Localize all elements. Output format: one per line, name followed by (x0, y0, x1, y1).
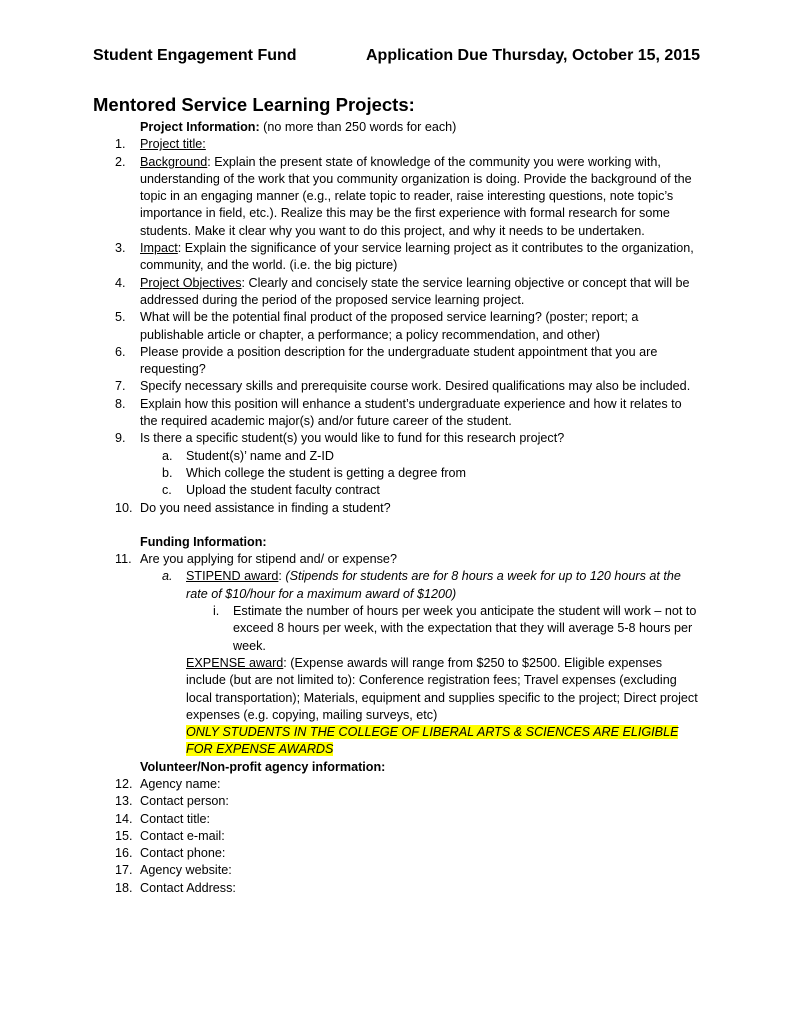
list-item: 18. Contact Address: (115, 880, 236, 895)
due-date: Application Due Thursday, October 15, 2015 (366, 47, 701, 64)
list-item: 8. Explain how this position will enhance a student’s undergraduate experience and how it relates to the required academic major(s) and/or future career of the student. (115, 396, 682, 429)
item-label: Project Objectives (140, 275, 242, 290)
list-item: 13. Contact person: (115, 794, 229, 809)
list-item: 11. Are you applying for stipend and/ or expense? (115, 552, 397, 567)
fund-name: Student Engagement Fund (93, 47, 297, 64)
list-item: 12. Agency name: (115, 776, 221, 791)
item-label: Impact (140, 241, 178, 256)
expense-label: EXPENSE award (186, 655, 284, 670)
funding-heading: Funding Information: (140, 534, 267, 549)
page-title: Mentored Service Learning Projects: (93, 94, 415, 115)
project-info-note: (no more than 250 words for each) (259, 120, 457, 134)
list-item: 3. Impact: Explain the significance of your service learning project as it contributes to the organization, community, and the world. (i.e. the big picture) (115, 241, 694, 273)
list-item: 15. Contact e-mail: (115, 828, 225, 843)
expense-item: EXPENSE award: (Expense awards will range from $250 to $2500. Eligible expenses include (but are not limited to): Conference registration fees; Travel expenses (excluding local transportation); Materials, equipment and supplies specific to the project; Direct project expenses (e.g. copying, mailing surveys, etc) (186, 655, 698, 722)
document-body (0, 119, 791, 897)
list-item: 17. Agency website: (115, 863, 232, 878)
list-item: 7. Specify necessary skills and prerequisite course work. Desired qualifications may also be included. (115, 379, 691, 394)
item-label: Background (140, 154, 208, 169)
list-item: 2. Background: Explain the present state of knowledge of the community you were working with, understanding of the work that you community organization is doing. Provide the background of the topic in an engaging manner (e.g., relate topic to reader, raise interesting questions, note topic’s importance in field, etc.). Realize this may be the first experience with formal research for some students. Make it clear why you want to do this project, and why it needs to be undertaken. (115, 154, 692, 238)
sub-list-item: a. Student(s)’ name and Z-ID (162, 448, 334, 463)
list-item: 14. Contact title: (115, 811, 210, 826)
list-item: 4. Project Objectives: Clearly and concisely state the service learning objective or concept that will be addressed during the period of the proposed service learning project. (115, 275, 690, 307)
item-label: Project title: (140, 137, 206, 152)
list-item: 1. Project title: (115, 137, 206, 152)
eligibility-notice: ONLY STUDENTS IN THE COLLEGE OF LIBERAL ARTS & SCIENCES ARE ELIGIBLE FOR EXPENSE AWARDS (186, 725, 679, 757)
stipend-sub-item: i. Estimate the number of hours per week you anticipate the student will work – not to exceed 8 hours per week, with the expectation that they will average 5-8 hours per week. (213, 604, 697, 653)
list-item: 9. Is there a specific student(s) you would like to fund for this research project? (115, 431, 565, 446)
agency-heading: Volunteer/Non-profit agency information: (140, 759, 386, 774)
stipend-label: STIPEND award (186, 569, 279, 584)
list-item: 5. What will be the potential final product of the proposed service learning? (poster; report; a publishable article or chapter, a performance; a policy recommendation, and other) (115, 310, 639, 342)
sub-list-item: b. Which college the student is getting a degree from (162, 465, 467, 480)
list-item: 6. Please provide a position description for the undergraduate student appointment that you are requesting? (115, 344, 658, 377)
project-info-heading: Project Information: (no more than 250 words for each) (140, 120, 457, 134)
stipend-item: a. STIPEND award: (Stipends for students are for 8 hours a week for up to 120 hours at the rate of $10/hour for a maximum award of $1200) (162, 569, 681, 601)
spacer (0, 517, 791, 534)
list-item: 10. Do you need assistance in finding a student? (115, 500, 391, 515)
page-header (93, 47, 703, 69)
list-item: 16. Contact phone: (115, 846, 226, 861)
sub-list-item: c. Upload the student faculty contract (162, 483, 380, 498)
